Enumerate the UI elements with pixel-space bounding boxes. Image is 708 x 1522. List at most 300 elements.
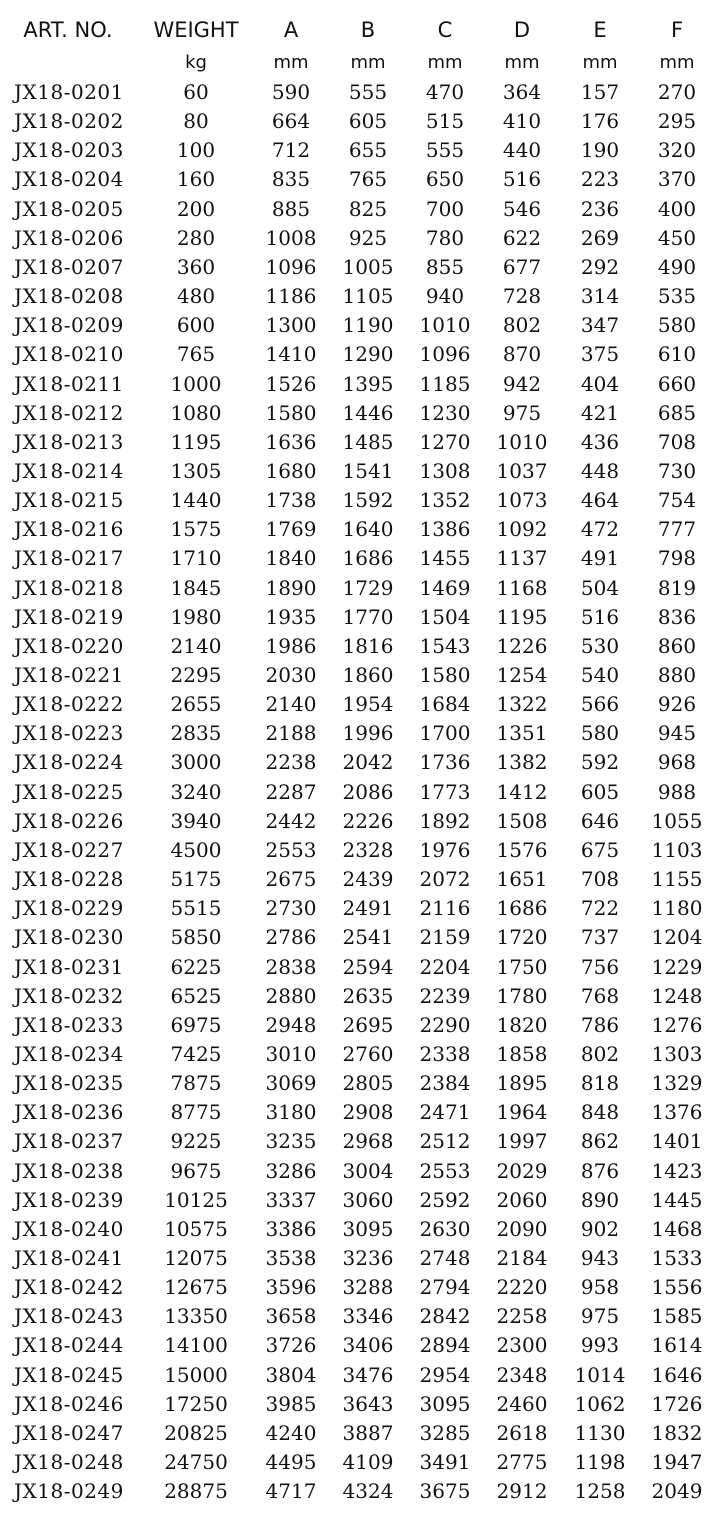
e-cell: 756 (580, 954, 620, 979)
table-row (0, 748, 708, 777)
a-cell: 4240 (265, 1420, 317, 1445)
weight-cell: 80 (183, 109, 209, 134)
b-cell: 1395 (342, 371, 394, 396)
f-cell: 1329 (651, 1071, 703, 1096)
b-cell: 2541 (342, 925, 394, 950)
a-cell: 835 (271, 167, 311, 192)
weight-cell: 600 (176, 313, 216, 338)
weight-cell: 3240 (170, 779, 222, 804)
c-cell: 2748 (419, 1246, 471, 1270)
f-cell: 490 (657, 254, 697, 279)
weight-cell: 7425 (170, 1041, 222, 1066)
weight-cell: 24750 (164, 1450, 228, 1475)
a-cell: 1738 (265, 488, 317, 513)
art-no-cell: JX18-0214 (14, 458, 124, 483)
c-cell: 700 (425, 196, 465, 221)
f-cell: 836 (657, 604, 697, 629)
f-cell: 1401 (651, 1129, 703, 1154)
b-cell: 2042 (342, 750, 394, 775)
art-no-cell: JX18-0248 (14, 1450, 124, 1475)
table-row (0, 486, 708, 515)
b-cell: 1592 (342, 488, 394, 513)
f-cell: 535 (657, 284, 697, 309)
d-cell: 677 (502, 254, 542, 279)
weight-cell: 17250 (164, 1391, 228, 1416)
a-cell: 2442 (265, 808, 317, 833)
weight-cell: 480 (176, 284, 216, 309)
c-cell: 940 (425, 284, 465, 309)
art-no-cell: JX18-0215 (14, 488, 124, 513)
c-cell: 1684 (419, 692, 471, 717)
e-cell: 448 (580, 458, 620, 483)
f-cell: 685 (657, 400, 697, 425)
art-no-cell: JX18-0227 (14, 837, 124, 862)
art-no-cell: JX18-0245 (14, 1362, 124, 1387)
c-cell: 1352 (419, 488, 471, 513)
weight-cell: 4500 (170, 837, 222, 862)
b-cell: 3476 (342, 1362, 394, 1387)
e-cell: 314 (580, 284, 620, 309)
weight-cell: 1305 (170, 458, 222, 483)
art-no-cell: JX18-0240 (14, 1216, 124, 1241)
art-no-cell: JX18-0242 (14, 1275, 124, 1300)
e-cell: 540 (580, 663, 620, 687)
table-row (0, 923, 708, 952)
c-cell: 1469 (419, 575, 471, 600)
a-cell: 885 (271, 196, 311, 221)
d-cell: 1997 (496, 1129, 548, 1154)
weight-cell: 1440 (170, 488, 222, 513)
e-cell: 890 (580, 1187, 620, 1212)
art-no-cell: JX18-0223 (14, 721, 124, 746)
c-cell: 1580 (419, 663, 471, 687)
b-cell: 1190 (342, 313, 394, 338)
b-cell: 3095 (342, 1216, 394, 1241)
b-cell: 3236 (342, 1246, 394, 1270)
weight-cell: 160 (176, 167, 216, 192)
table-row (0, 865, 708, 894)
d-cell: 2618 (496, 1420, 548, 1445)
a-cell: 1680 (265, 458, 317, 483)
b-cell: 1541 (342, 458, 394, 483)
art-no-cell: JX18-0211 (14, 371, 124, 396)
table-row (0, 690, 708, 719)
a-cell: 1008 (265, 225, 317, 250)
b-cell: 3643 (342, 1391, 394, 1416)
weight-cell: 1000 (170, 371, 222, 396)
table-row (0, 399, 708, 428)
weight-cell: 13350 (164, 1304, 228, 1329)
b-cell: 3288 (342, 1275, 394, 1300)
table-row (0, 778, 708, 807)
a-cell: 1410 (265, 342, 317, 367)
c-cell: 2384 (419, 1071, 471, 1096)
art-no-cell: JX18-0217 (14, 546, 124, 571)
a-cell: 3010 (265, 1041, 317, 1066)
e-cell: 223 (580, 167, 620, 192)
b-cell: 1860 (342, 663, 394, 687)
e-cell: 157 (580, 80, 620, 104)
b-cell: 2439 (342, 867, 394, 892)
b-cell: 4109 (342, 1450, 394, 1475)
a-cell: 3985 (265, 1391, 317, 1416)
a-cell: 2553 (265, 837, 317, 862)
a-cell: 4717 (265, 1479, 317, 1504)
e-cell: 993 (580, 1333, 620, 1358)
art-no-cell: JX18-0221 (14, 663, 124, 687)
art-no-cell: JX18-0233 (14, 1012, 124, 1037)
e-cell: 943 (580, 1246, 620, 1270)
weight-cell: 1575 (170, 517, 222, 542)
d-cell: 546 (502, 196, 542, 221)
table-row (0, 515, 708, 544)
art-no-cell: JX18-0249 (14, 1479, 124, 1504)
header-d: D (513, 18, 531, 42)
table-row (0, 1011, 708, 1040)
c-cell: 2553 (419, 1158, 471, 1183)
e-cell: 347 (580, 313, 620, 338)
b-cell: 825 (348, 196, 388, 221)
art-no-cell: JX18-0246 (14, 1391, 124, 1416)
b-cell: 1446 (342, 400, 394, 425)
d-cell: 2184 (496, 1246, 548, 1270)
a-cell: 3069 (265, 1071, 317, 1096)
d-cell: 728 (502, 284, 542, 309)
art-no-cell: JX18-0239 (14, 1187, 124, 1212)
weight-cell: 9225 (170, 1129, 222, 1154)
f-cell: 320 (657, 138, 697, 163)
unit-a: mm (273, 52, 309, 73)
c-cell: 3675 (419, 1479, 471, 1504)
d-cell: 1382 (496, 750, 548, 775)
d-cell: 364 (502, 80, 542, 104)
d-cell: 1037 (496, 458, 548, 483)
f-cell: 1180 (651, 896, 703, 921)
d-cell: 2258 (496, 1304, 548, 1329)
header-f: F (670, 18, 684, 42)
weight-cell: 6225 (170, 954, 222, 979)
a-cell: 3538 (265, 1246, 317, 1270)
d-cell: 1720 (496, 925, 548, 950)
f-cell: 1556 (651, 1275, 703, 1300)
f-cell: 798 (657, 546, 697, 571)
f-cell: 1832 (651, 1420, 703, 1445)
d-cell: 1508 (496, 808, 548, 833)
c-cell: 1455 (419, 546, 471, 571)
art-no-cell: JX18-0243 (14, 1304, 124, 1329)
c-cell: 2592 (419, 1187, 471, 1212)
d-cell: 1780 (496, 983, 548, 1008)
weight-cell: 3000 (170, 750, 222, 775)
table-row (0, 661, 708, 690)
art-no-cell: JX18-0222 (14, 692, 124, 717)
weight-cell: 10125 (164, 1187, 228, 1212)
art-no-cell: JX18-0237 (14, 1129, 124, 1154)
table-row (0, 1157, 708, 1186)
header-art-no: ART. NO. (23, 18, 113, 42)
d-cell: 942 (502, 371, 542, 396)
f-cell: 1468 (651, 1216, 703, 1241)
table-row (0, 574, 708, 603)
a-cell: 1636 (265, 429, 317, 454)
weight-cell: 1195 (170, 429, 222, 454)
d-cell: 802 (502, 313, 542, 338)
art-no-cell: JX18-0220 (14, 633, 124, 658)
b-cell: 655 (348, 138, 388, 163)
weight-cell: 1710 (170, 546, 222, 571)
table-row (0, 195, 708, 224)
c-cell: 2512 (419, 1129, 471, 1154)
a-cell: 3386 (265, 1216, 317, 1241)
f-cell: 754 (657, 488, 697, 513)
a-cell: 3286 (265, 1158, 317, 1183)
d-cell: 2775 (496, 1450, 548, 1475)
c-cell: 2630 (419, 1216, 471, 1241)
d-cell: 1254 (496, 663, 548, 687)
e-cell: 786 (580, 1012, 620, 1037)
weight-cell: 1845 (170, 575, 222, 600)
b-cell: 765 (348, 167, 388, 192)
a-cell: 2730 (265, 896, 317, 921)
c-cell: 1773 (419, 779, 471, 804)
art-no-cell: JX18-0216 (14, 517, 124, 542)
d-cell: 2060 (496, 1187, 548, 1212)
e-cell: 375 (580, 342, 620, 367)
c-cell: 2290 (419, 1012, 471, 1037)
e-cell: 818 (580, 1071, 620, 1096)
e-cell: 592 (580, 750, 620, 775)
b-cell: 3060 (342, 1187, 394, 1212)
weight-cell: 28875 (164, 1479, 228, 1504)
b-cell: 2968 (342, 1129, 394, 1154)
unit-b: mm (350, 52, 386, 73)
f-cell: 1646 (651, 1362, 703, 1387)
d-cell: 1576 (496, 837, 548, 862)
e-cell: 958 (580, 1275, 620, 1300)
a-cell: 3726 (265, 1333, 317, 1358)
art-no-cell: JX18-0226 (14, 808, 124, 833)
f-cell: 926 (657, 692, 697, 717)
e-cell: 1014 (574, 1362, 626, 1387)
table-row (0, 1215, 708, 1244)
table-row (0, 136, 708, 165)
table-row (0, 836, 708, 865)
unit-weight: kg (185, 52, 207, 73)
header-b: B (360, 18, 376, 42)
art-no-cell: JX18-0244 (14, 1333, 124, 1358)
c-cell: 2842 (419, 1304, 471, 1329)
b-cell: 1996 (342, 721, 394, 746)
a-cell: 1890 (265, 575, 317, 600)
d-cell: 622 (502, 225, 542, 250)
c-cell: 1010 (419, 313, 471, 338)
e-cell: 876 (580, 1158, 620, 1183)
a-cell: 3658 (265, 1304, 317, 1329)
art-no-cell: JX18-0238 (14, 1158, 124, 1183)
f-cell: 968 (657, 750, 697, 775)
e-cell: 848 (580, 1100, 620, 1125)
e-cell: 768 (580, 983, 620, 1008)
d-cell: 1895 (496, 1071, 548, 1096)
e-cell: 421 (580, 400, 620, 425)
f-cell: 1248 (651, 983, 703, 1008)
b-cell: 2908 (342, 1100, 394, 1125)
d-cell: 1820 (496, 1012, 548, 1037)
table-row (0, 1069, 708, 1098)
d-cell: 2348 (496, 1362, 548, 1387)
f-cell: 450 (657, 225, 697, 250)
a-cell: 1935 (265, 604, 317, 629)
a-cell: 1986 (265, 633, 317, 658)
table-row (0, 457, 708, 486)
unit-c: mm (427, 52, 463, 73)
art-no-cell: JX18-0205 (14, 196, 124, 221)
table-row (0, 953, 708, 982)
art-no-cell: JX18-0204 (14, 167, 124, 192)
c-cell: 1736 (419, 750, 471, 775)
d-cell: 2300 (496, 1333, 548, 1358)
art-no-cell: JX18-0247 (14, 1420, 124, 1445)
c-cell: 1543 (419, 633, 471, 658)
d-cell: 1412 (496, 779, 548, 804)
e-cell: 436 (580, 429, 620, 454)
a-cell: 3337 (265, 1187, 317, 1212)
b-cell: 2760 (342, 1041, 394, 1066)
e-cell: 902 (580, 1216, 620, 1241)
a-cell: 4495 (265, 1450, 317, 1475)
c-cell: 1185 (419, 371, 471, 396)
a-cell: 2140 (265, 692, 317, 717)
art-no-cell: JX18-0212 (14, 400, 124, 425)
a-cell: 712 (271, 138, 311, 163)
header-c: C (437, 18, 453, 42)
table-row (0, 1477, 708, 1506)
table-row (0, 428, 708, 457)
b-cell: 2328 (342, 837, 394, 862)
a-cell: 1096 (265, 254, 317, 279)
c-cell: 2072 (419, 867, 471, 892)
art-no-cell: JX18-0225 (14, 779, 124, 804)
f-cell: 1614 (651, 1333, 703, 1358)
b-cell: 2805 (342, 1071, 394, 1096)
a-cell: 3235 (265, 1129, 317, 1154)
f-cell: 1533 (651, 1246, 703, 1270)
table-row (0, 224, 708, 253)
a-cell: 3804 (265, 1362, 317, 1387)
weight-cell: 3940 (170, 808, 222, 833)
a-cell: 1526 (265, 371, 317, 396)
d-cell: 440 (502, 138, 542, 163)
weight-cell: 12675 (164, 1275, 228, 1300)
c-cell: 780 (425, 225, 465, 250)
b-cell: 1770 (342, 604, 394, 629)
b-cell: 1005 (342, 254, 394, 279)
a-cell: 2287 (265, 779, 317, 804)
table-row (0, 807, 708, 836)
c-cell: 3285 (419, 1420, 471, 1445)
table-row (0, 1127, 708, 1156)
e-cell: 269 (580, 225, 620, 250)
a-cell: 2838 (265, 954, 317, 979)
c-cell: 1096 (419, 342, 471, 367)
f-cell: 860 (657, 633, 697, 658)
f-cell: 988 (657, 779, 697, 804)
b-cell: 2226 (342, 808, 394, 833)
d-cell: 1073 (496, 488, 548, 513)
weight-cell: 280 (176, 225, 216, 250)
header-weight: WEIGHT (153, 18, 239, 42)
c-cell: 2954 (419, 1362, 471, 1387)
table-row (0, 1098, 708, 1127)
weight-cell: 1980 (170, 604, 222, 629)
c-cell: 1270 (419, 429, 471, 454)
c-cell: 1892 (419, 808, 471, 833)
a-cell: 2786 (265, 925, 317, 950)
art-no-cell: JX18-0219 (14, 604, 124, 629)
d-cell: 870 (502, 342, 542, 367)
table-row (0, 632, 708, 661)
f-cell: 660 (657, 371, 697, 396)
f-cell: 1229 (651, 954, 703, 979)
weight-cell: 5175 (170, 867, 222, 892)
d-cell: 410 (502, 109, 542, 134)
b-cell: 2491 (342, 896, 394, 921)
f-cell: 1423 (651, 1158, 703, 1183)
weight-cell: 7875 (170, 1071, 222, 1096)
table-row (0, 165, 708, 194)
e-cell: 472 (580, 517, 620, 542)
table-row (0, 603, 708, 632)
c-cell: 1976 (419, 837, 471, 862)
e-cell: 646 (580, 808, 620, 833)
table-row (0, 982, 708, 1011)
e-cell: 1258 (574, 1479, 626, 1504)
weight-cell: 1080 (170, 400, 222, 425)
b-cell: 2695 (342, 1012, 394, 1037)
art-no-cell: JX18-0209 (14, 313, 124, 338)
b-cell: 2594 (342, 954, 394, 979)
table-row (0, 1419, 708, 1448)
e-cell: 504 (580, 575, 620, 600)
c-cell: 1230 (419, 400, 471, 425)
c-cell: 1386 (419, 517, 471, 542)
b-cell: 925 (348, 225, 388, 250)
f-cell: 945 (657, 721, 697, 746)
b-cell: 3346 (342, 1304, 394, 1329)
d-cell: 1351 (496, 721, 548, 746)
a-cell: 2675 (265, 867, 317, 892)
table-row (0, 1040, 708, 1069)
art-no-cell: JX18-0210 (14, 342, 124, 367)
table-row (0, 107, 708, 136)
d-cell: 2460 (496, 1391, 548, 1416)
e-cell: 190 (580, 138, 620, 163)
weight-cell: 6975 (170, 1012, 222, 1037)
f-cell: 370 (657, 167, 697, 192)
weight-cell: 200 (176, 196, 216, 221)
e-cell: 975 (580, 1304, 620, 1329)
d-cell: 2029 (496, 1158, 548, 1183)
a-cell: 1580 (265, 400, 317, 425)
header-e: E (593, 18, 607, 42)
table-row (0, 1448, 708, 1477)
d-cell: 1168 (496, 575, 548, 600)
f-cell: 2049 (651, 1479, 703, 1504)
f-cell: 1445 (651, 1187, 703, 1212)
e-cell: 675 (580, 837, 620, 862)
table-row (0, 544, 708, 573)
c-cell: 3491 (419, 1450, 471, 1475)
